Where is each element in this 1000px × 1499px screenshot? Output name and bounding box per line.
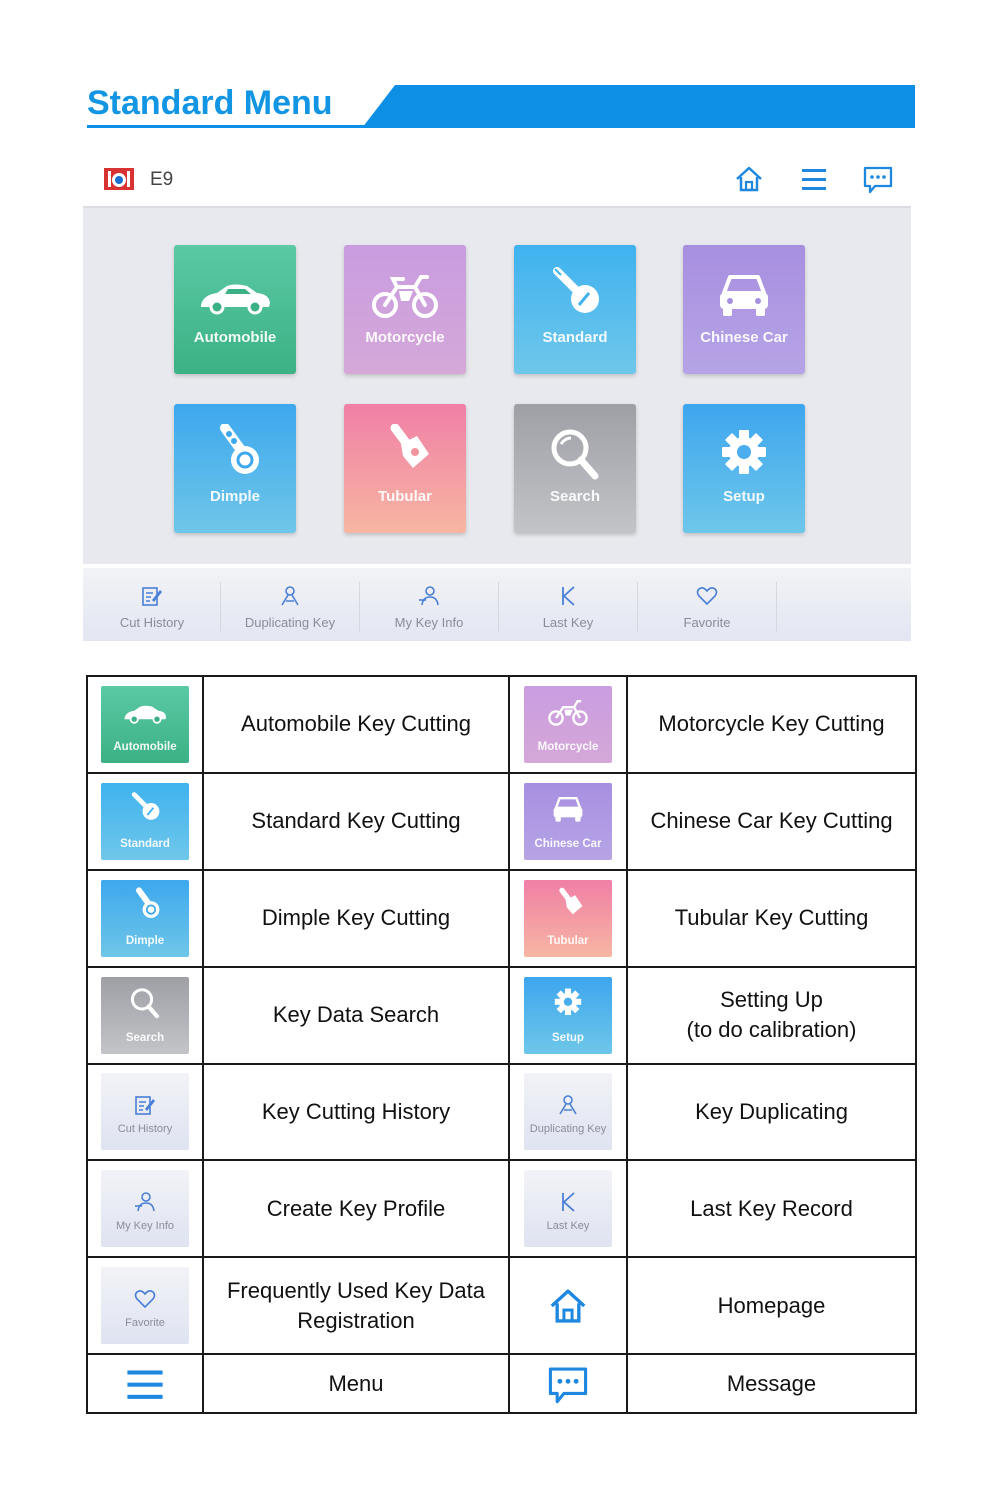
search-icon <box>535 424 615 484</box>
legend-description: Message <box>627 1354 916 1413</box>
dimple-key-icon <box>121 886 169 926</box>
edit-icon <box>140 584 164 608</box>
tile-label: Tubular <box>378 488 432 505</box>
heart-icon <box>133 1287 157 1311</box>
divider <box>776 582 777 632</box>
legend-icon-cell <box>509 1354 627 1413</box>
tile-chinese-car[interactable] <box>683 245 805 374</box>
message-icon[interactable] <box>861 162 895 196</box>
legend-tile-favorite <box>101 1267 189 1344</box>
key-duplicate-icon <box>556 1093 580 1117</box>
legend-tile-label: My Key Info <box>115 1220 175 1233</box>
gear-icon <box>704 424 784 484</box>
tile-label: Chinese Car <box>700 329 788 346</box>
legend-tile-standard <box>101 783 189 860</box>
legend-tile-label: Chinese Car <box>534 837 602 850</box>
legend-tile-label: Search <box>125 1031 165 1044</box>
bottom-item-cut-history[interactable] <box>83 568 221 641</box>
legend-description-line: (to do calibration) <box>686 1017 857 1043</box>
tile-label: Standard <box>542 329 608 346</box>
legend-tile-cut-history <box>101 1073 189 1150</box>
table-row <box>87 1257 916 1354</box>
bottom-item-label: Favorite <box>683 615 731 630</box>
legend-icon-cell <box>87 1160 203 1257</box>
legend-icon-cell <box>509 773 627 870</box>
legend-tile-my-key-info <box>101 1170 189 1247</box>
bottom-item-duplicating-key[interactable] <box>221 568 359 641</box>
legend-tile-label: Cut History <box>117 1123 173 1136</box>
heart-icon <box>695 584 719 608</box>
k-icon <box>556 1190 580 1214</box>
app-screenshot <box>83 150 911 641</box>
legend-description: Last Key Record <box>627 1160 916 1257</box>
legend-description: Dimple Key Cutting <box>203 870 509 967</box>
legend-tile-label: Favorite <box>125 1317 165 1330</box>
legend-icon-cell <box>87 773 203 870</box>
key-icon <box>121 789 169 829</box>
tile-dimple[interactable] <box>174 404 296 533</box>
legend-table <box>86 675 915 1415</box>
key-icon <box>535 265 615 325</box>
legend-tile-label: Duplicating Key <box>529 1123 607 1136</box>
tile-setup[interactable] <box>683 404 805 533</box>
legend-tile-motorcycle <box>524 686 612 763</box>
bottom-item-label: My Key Info <box>394 615 464 630</box>
legend-icon-cell <box>87 870 203 967</box>
motorcycle-icon <box>544 692 592 732</box>
legend-icon-cell <box>509 676 627 773</box>
message-icon <box>543 1361 593 1407</box>
legend-description: Frequently Used Key Data Registration <box>203 1257 509 1354</box>
legend-tile-tubular <box>524 880 612 957</box>
menu-icon[interactable] <box>797 162 831 196</box>
legend-tile-setup <box>524 977 612 1054</box>
legend-description: Standard Key Cutting <box>203 773 509 870</box>
table-row <box>87 676 916 773</box>
legend-tile-label: Setup <box>552 1031 584 1044</box>
edit-icon <box>133 1093 157 1117</box>
table-row <box>87 967 916 1064</box>
tubular-key-icon <box>365 424 445 484</box>
brand-logo-icon <box>103 165 135 193</box>
bottom-item-my-key-info[interactable] <box>360 568 498 641</box>
legend-description: Automobile Key Cutting <box>203 676 509 773</box>
legend-tile-chinese-car <box>524 783 612 860</box>
legend-icon-cell <box>509 870 627 967</box>
legend-description: Key Data Search <box>203 967 509 1064</box>
legend-description-line: Setting Up <box>720 987 823 1013</box>
tubular-key-icon <box>544 886 592 926</box>
legend-description <box>627 967 916 1064</box>
car-front-icon <box>544 789 592 829</box>
car-icon <box>121 692 169 732</box>
legend-description: Create Key Profile <box>203 1160 509 1257</box>
car-front-icon <box>704 265 784 325</box>
legend-tile-automobile <box>101 686 189 763</box>
legend-tile-last-key <box>524 1170 612 1247</box>
legend-icon-cell <box>509 1257 627 1354</box>
tile-motorcycle[interactable] <box>344 245 466 374</box>
legend-icon-cell <box>509 967 627 1064</box>
legend-description: Chinese Car Key Cutting <box>627 773 916 870</box>
bottom-item-favorite[interactable] <box>638 568 776 641</box>
legend-tile-label: Standard <box>120 837 170 850</box>
bottom-item-label: Duplicating Key <box>244 615 336 630</box>
legend-icon-cell <box>87 1257 203 1354</box>
legend-tile-label: Automobile <box>113 740 177 753</box>
menu-icon <box>120 1361 170 1407</box>
table-row <box>87 1064 916 1161</box>
key-duplicate-icon <box>278 584 302 608</box>
legend-tile-duplicating-key <box>524 1073 612 1150</box>
legend-tile-dimple <box>101 880 189 957</box>
tile-label: Motorcycle <box>365 329 445 346</box>
legend-tile-label: Tubular <box>547 934 589 947</box>
legend-description: Homepage <box>627 1257 916 1354</box>
legend-description: Key Duplicating <box>627 1064 916 1161</box>
legend-icon-cell <box>87 1064 203 1161</box>
app-main-grid <box>83 206 911 564</box>
gear-icon <box>544 983 592 1023</box>
user-key-icon <box>417 584 441 608</box>
legend-icon-cell <box>87 676 203 773</box>
bottom-item-last-key[interactable] <box>499 568 637 641</box>
tile-search[interactable] <box>514 404 636 533</box>
legend-icon-cell <box>509 1160 627 1257</box>
legend-tile-search <box>101 977 189 1054</box>
bottom-item-label: Last Key <box>542 615 594 630</box>
home-icon <box>543 1283 593 1329</box>
bottom-item-label: Cut History <box>119 615 185 630</box>
tile-automobile[interactable] <box>174 245 296 374</box>
tile-tubular[interactable] <box>344 404 466 533</box>
legend-tile-label: Last Key <box>546 1220 590 1233</box>
k-icon <box>556 584 580 608</box>
tile-standard[interactable] <box>514 245 636 374</box>
table-row <box>87 1354 916 1413</box>
dimple-key-icon <box>195 424 275 484</box>
bottom-bar <box>83 568 911 641</box>
legend-icon-cell <box>87 967 203 1064</box>
legend-description: Motorcycle Key Cutting <box>627 676 916 773</box>
car-icon <box>195 265 275 325</box>
search-icon <box>121 983 169 1023</box>
tile-label: Automobile <box>193 329 277 346</box>
legend-description: Tubular Key Cutting <box>627 870 916 967</box>
app-name: E9 <box>150 169 174 190</box>
home-icon[interactable] <box>732 162 766 196</box>
table-row <box>87 870 916 967</box>
legend-tile-label: Motorcycle <box>537 740 599 753</box>
tile-label: Search <box>549 488 601 505</box>
motorcycle-icon <box>365 265 445 325</box>
tile-label: Dimple <box>209 488 260 505</box>
table-row <box>87 1160 916 1257</box>
legend-icon-cell <box>509 1064 627 1161</box>
legend-description: Menu <box>203 1354 509 1413</box>
page-title: Standard Menu <box>87 84 333 122</box>
user-key-icon <box>133 1190 157 1214</box>
table-row <box>87 773 916 870</box>
app-top-bar <box>83 150 911 206</box>
tile-label: Setup <box>723 488 765 505</box>
legend-icon-cell <box>87 1354 203 1413</box>
legend-tile-label: Dimple <box>125 934 165 947</box>
legend-description: Key Cutting History <box>203 1064 509 1161</box>
